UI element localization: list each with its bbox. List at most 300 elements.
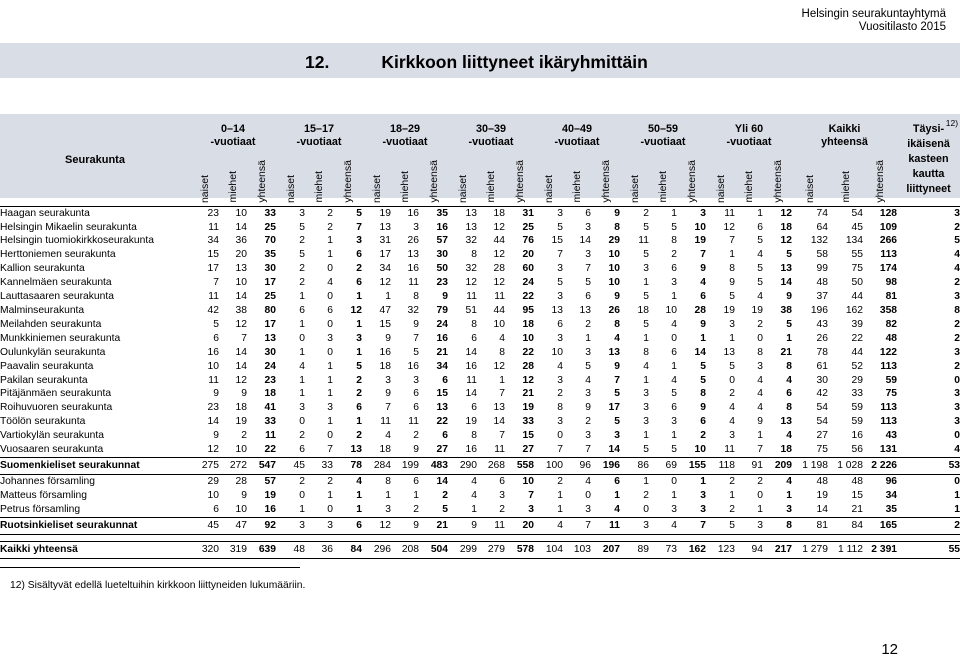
table-cell: 54 <box>816 402 828 414</box>
table-cell: 12 <box>190 443 219 457</box>
subtotal-row-finnish <box>0 457 960 474</box>
table-cell: 1 <box>757 430 763 442</box>
table-cell: 4 <box>954 249 960 261</box>
table-cell: 18 <box>763 443 792 457</box>
table-cell: 28 <box>694 304 706 316</box>
table-cell: 9 <box>448 517 477 534</box>
table-cell: 103 <box>563 541 591 558</box>
table-cell: 3 <box>757 360 763 372</box>
row-label: Helsingin tuomiokirkkoseurakunta <box>0 235 154 247</box>
table-cell: 18 <box>379 360 391 372</box>
last-col-label-line4: kautta <box>912 168 945 181</box>
table-cell: 0 <box>954 475 960 487</box>
column-group-header <box>534 114 620 158</box>
table-cell: 74 <box>792 206 828 220</box>
table-cell: 15 <box>379 318 391 330</box>
table-cell: 21 <box>436 346 448 358</box>
row-label: Pitäjänmäen seurakunta <box>0 388 112 400</box>
table-cell: 30 <box>264 263 276 275</box>
table-cell: 3 <box>954 402 960 414</box>
table-cell: 30 <box>816 374 828 386</box>
sub-label: yhteensä <box>874 160 887 203</box>
table-cell: 5 <box>585 277 591 289</box>
column-header-miehet <box>649 158 677 206</box>
table-cell: 91 <box>735 457 763 474</box>
table-cell: 23 <box>264 374 276 386</box>
table-cell: 2 <box>620 206 649 220</box>
table-cell: 9 <box>614 291 620 303</box>
table-cell: 9 <box>391 517 419 534</box>
column-header-yhteensä <box>333 158 362 206</box>
table-cell: 9 <box>442 291 448 303</box>
table-cell: 3 <box>362 503 391 517</box>
table-cell: 3 <box>299 402 305 414</box>
table-cell: 95 <box>522 304 534 316</box>
table-cell: 6 <box>700 416 706 428</box>
table-cell: 15 <box>851 489 863 501</box>
table-cell: 11 <box>591 517 620 534</box>
table-cell: 1 <box>413 489 419 501</box>
table-cell: 3 <box>557 332 563 344</box>
table-cell: 9 <box>591 206 620 220</box>
table-row <box>0 276 960 290</box>
row-label: Malminseurakunta <box>0 304 85 316</box>
sub-label: yhteensä <box>341 160 354 203</box>
column-header-naiset <box>792 158 828 206</box>
table-cell: 31 <box>379 235 391 247</box>
table-cell: 7 <box>356 221 362 233</box>
table-cell: 7 <box>677 517 706 534</box>
table-cell: 23 <box>436 277 448 289</box>
table-cell: 5 <box>356 360 362 372</box>
table-cell: 3 <box>356 235 362 247</box>
table-cell: 10 <box>219 443 247 457</box>
table-cell: 1 <box>735 206 763 220</box>
table-cell: 11 <box>408 277 419 289</box>
last-col-label-line5: liittyneet <box>906 183 951 196</box>
table-cell: 174 <box>879 263 898 275</box>
table-cell: 3 <box>620 517 649 534</box>
table-cell: 290 <box>448 457 477 474</box>
column-group-header <box>706 114 792 158</box>
table-cell: 21 <box>780 346 792 358</box>
table-cell: 162 <box>845 304 863 316</box>
table-cell: 1 <box>735 503 763 517</box>
table-cell: 0 <box>327 430 333 442</box>
sub-label: yhteensä <box>771 160 784 203</box>
table-cell: 4 <box>643 360 649 372</box>
table-row <box>0 221 960 235</box>
report-name: Vuositilasto 2015 <box>858 21 946 33</box>
table-row <box>0 474 960 488</box>
column-header-miehet <box>735 158 763 206</box>
table-cell: 1 <box>643 430 649 442</box>
table-cell: 21 <box>419 517 448 534</box>
table-cell: 4 <box>585 374 591 386</box>
table-cell: 11 <box>466 374 477 386</box>
table-cell: 5 <box>700 360 706 372</box>
table-cell: 4 <box>591 503 620 517</box>
table-cell: 11 <box>706 206 735 220</box>
table-cell: 33 <box>247 206 276 220</box>
table-row <box>0 429 960 443</box>
table-cell: 25 <box>522 221 534 233</box>
table-cell: 11 <box>477 517 505 534</box>
row-label: Munkkiniemen seurakunta <box>0 332 121 344</box>
table-cell: 10 <box>608 263 620 275</box>
table-cell: 44 <box>493 235 505 247</box>
table-cell: 13 <box>780 416 792 428</box>
table-cell: 1 <box>276 503 305 517</box>
table-cell: 1 <box>299 318 305 330</box>
table-cell: 17 <box>264 277 276 289</box>
table-cell: 3 <box>557 263 563 275</box>
table-cell: 1 279 <box>792 541 828 558</box>
table-cell: 1 <box>786 489 792 501</box>
table-cell: 12 <box>763 206 792 220</box>
column-header-miehet <box>477 158 505 206</box>
table-row <box>0 234 960 248</box>
table-cell: 1 <box>448 503 477 517</box>
group-label-line1: 0–14 <box>220 123 246 135</box>
table-cell: 37 <box>816 291 828 303</box>
table-cell: 2 <box>305 206 333 220</box>
table-cell: 15 <box>522 430 534 442</box>
table-cell: 5 <box>643 291 649 303</box>
row-label: Suomenkieliset seurakunnat <box>0 457 190 474</box>
table-cell: 8 <box>954 304 960 316</box>
table-cell: 2 <box>954 277 960 289</box>
table-cell: 104 <box>534 541 563 558</box>
table-cell: 19 <box>235 416 247 428</box>
table-cell: 0 <box>671 332 677 344</box>
column-header-naiset <box>620 158 649 206</box>
table-cell: 17 <box>379 249 391 261</box>
table-cell: 6 <box>356 402 362 414</box>
table-cell: 2 <box>299 235 305 247</box>
table-cell: 6 <box>585 291 591 303</box>
table-cell: 8 <box>614 318 620 330</box>
table-cell: 34 <box>207 235 219 247</box>
table-cell: 1 <box>643 332 649 344</box>
table-cell: 4 <box>534 517 563 534</box>
table-cell: 2 <box>327 475 333 487</box>
table-cell: 5 <box>671 221 677 233</box>
table-cell: 8 <box>643 346 649 358</box>
table-cell: 1 <box>327 416 333 428</box>
table-cell: 2 <box>643 489 649 501</box>
table-cell: 7 <box>563 443 591 457</box>
row-label: Petrus församling <box>0 503 190 517</box>
table-cell: 8 <box>413 291 419 303</box>
sub-label: yhteensä <box>599 160 612 203</box>
table-row <box>0 360 960 374</box>
table-cell: 48 <box>885 332 898 344</box>
table-cell: 10 <box>551 346 563 358</box>
table-cell: 6 <box>442 374 448 386</box>
table-cell: 4 <box>649 517 677 534</box>
table-cell: 3 <box>954 416 960 428</box>
last-col-label-line1: Täysi- <box>912 123 945 136</box>
table-cell: 279 <box>477 541 505 558</box>
table-cell: 8 <box>763 517 792 534</box>
table-cell: 0 <box>620 503 649 517</box>
column-group-header <box>276 114 362 158</box>
column-header-naiset <box>706 158 735 206</box>
table-cell: 11 <box>706 443 735 457</box>
table-cell: 2 <box>356 430 362 442</box>
table-cell: 207 <box>591 541 620 558</box>
table-cell: 48 <box>816 277 828 289</box>
table-cell: 14 <box>694 346 706 358</box>
table-cell: 13 <box>780 263 792 275</box>
table-cell: 19 <box>816 489 828 501</box>
table-cell: 578 <box>505 541 534 558</box>
subtotal-row-swedish <box>0 517 960 534</box>
sub-label: naiset <box>456 174 469 203</box>
table-cell: 9 <box>241 388 247 400</box>
table-cell: 10 <box>493 318 505 330</box>
table-cell: 5 <box>557 221 563 233</box>
table-cell: 11 <box>638 235 649 247</box>
table-cell: 2 <box>327 221 333 233</box>
table-cell: 19 <box>264 489 276 501</box>
table-cell: 78 <box>816 346 828 358</box>
table-cell: 2 <box>299 263 305 275</box>
table-cell: 2 <box>442 489 448 501</box>
table-cell: 13 <box>264 332 276 344</box>
table-cell: 2 <box>757 318 763 330</box>
table-cell: 26 <box>816 332 828 344</box>
column-header-miehet <box>563 158 591 206</box>
table-cell: 547 <box>247 457 276 474</box>
table-cell: 80 <box>264 304 276 316</box>
table-cell: 22 <box>436 416 448 428</box>
table-cell: 3 <box>763 503 792 517</box>
table-cell: 42 <box>207 304 219 316</box>
table-cell: 5 <box>643 318 649 330</box>
table-cell: 13 <box>407 249 419 261</box>
table-cell: 3 <box>557 416 563 428</box>
table-cell: 14 <box>235 221 247 233</box>
table-cell: 6 <box>700 291 706 303</box>
table-cell: 2 <box>557 388 563 400</box>
table-cell: 2 <box>700 430 706 442</box>
table-cell: 7 <box>614 374 620 386</box>
table-cell: 7 <box>413 332 419 344</box>
table-cell: 18 <box>522 318 534 330</box>
table-cell: 3 <box>897 206 960 220</box>
table-cell: 3 <box>954 346 960 358</box>
table-cell: 12 <box>379 277 391 289</box>
table-cell: 6 <box>356 277 362 289</box>
column-header-taysi-ikaisena <box>897 114 960 206</box>
table-cell: 7 <box>499 430 505 442</box>
table-cell: 3 <box>557 291 563 303</box>
row-label: Matteus församling <box>0 489 87 501</box>
table-cell: 16 <box>465 360 477 372</box>
table-cell: 4 <box>757 374 763 386</box>
row-label: Helsingin Mikaelin seurakunta <box>0 221 137 233</box>
sub-label: yhteensä <box>685 160 698 203</box>
table-cell: 4 <box>356 475 362 487</box>
table-cell: 9 <box>786 291 792 303</box>
table-cell: 196 <box>591 457 620 474</box>
table-cell: 10 <box>608 277 620 289</box>
table-cell: 19 <box>723 304 735 316</box>
sub-label: miehet <box>399 171 411 203</box>
table-cell: 7 <box>534 443 563 457</box>
table-cell: 2 <box>671 249 677 261</box>
sub-label: miehet <box>839 171 852 203</box>
table-cell: 12 <box>465 277 477 289</box>
column-header-miehet <box>391 158 419 206</box>
table-cell: 18 <box>235 402 247 414</box>
table-cell: 3 <box>413 374 419 386</box>
table-cell: 22 <box>247 443 276 457</box>
column-header-yhteensä <box>591 158 620 206</box>
table-cell: 2 <box>706 503 735 517</box>
table-cell: 12 <box>780 235 792 247</box>
table-cell: 109 <box>879 221 898 233</box>
table-cell: 33 <box>305 457 333 474</box>
table-cell: 1 <box>671 360 677 372</box>
table-cell: 199 <box>391 457 419 474</box>
table-cell: 44 <box>493 304 505 316</box>
table-cell: 1 <box>614 489 620 501</box>
table-cell: 1 <box>327 489 333 501</box>
table-cell: 1 <box>299 388 305 400</box>
table-cell: 123 <box>706 541 735 558</box>
table-cell: 76 <box>522 235 534 247</box>
table-cell: 3 <box>327 402 333 414</box>
table-cell: 1 <box>385 291 391 303</box>
table-cell: 299 <box>448 541 477 558</box>
table-cell: 6 <box>499 475 505 487</box>
row-label: Paavalin seurakunta <box>0 360 94 372</box>
table-cell: 2 <box>585 318 591 330</box>
table-cell: 6 <box>413 402 419 414</box>
table-cell: 16 <box>391 206 419 220</box>
table-cell: 3 <box>643 263 649 275</box>
table-cell: 81 <box>885 291 898 303</box>
table-cell: 10 <box>207 360 219 372</box>
column-group-header <box>362 114 448 158</box>
table-cell: 113 <box>880 402 898 414</box>
table-cell: 2 <box>585 416 591 428</box>
footnote: 12) Sisältyvät edellä lueteltuihin kirkkoon liittyneiden lukumääriin. <box>10 580 306 591</box>
column-header-naiset <box>362 158 391 206</box>
sub-label: miehet <box>657 171 669 203</box>
table-cell: 3 <box>276 206 305 220</box>
row-label: Ruotsinkieliset seurakunnat <box>0 517 190 534</box>
sub-label: naiset <box>284 174 297 203</box>
table-cell: 7 <box>735 443 763 457</box>
table-cell: 29 <box>207 475 219 487</box>
table-cell: 73 <box>649 541 677 558</box>
table-cell: 32 <box>407 304 419 316</box>
table-cell: 19 <box>751 304 763 316</box>
table-cell: 10 <box>608 249 620 261</box>
row-label: Vuosaaren seurakunta <box>0 443 190 457</box>
sub-label: yhteensä <box>255 160 268 203</box>
table-cell: 36 <box>305 541 333 558</box>
table-cell: 0 <box>729 374 735 386</box>
table-cell: 4 <box>786 475 792 487</box>
table-cell: 14 <box>207 416 219 428</box>
table-cell: 11 <box>380 416 391 428</box>
table-cell: 3 <box>385 374 391 386</box>
table-cell: 8 <box>471 249 477 261</box>
table-cell: 1 <box>299 291 305 303</box>
table-cell: 44 <box>851 346 863 358</box>
table-cell: 18 <box>264 388 276 400</box>
group-label-line2: -vuotiaat <box>554 136 600 148</box>
row-label: Kaikki yhteensä <box>0 541 190 558</box>
table-cell: 27 <box>505 443 534 457</box>
table-cell: 2 <box>299 475 305 487</box>
row-label: Lauttasaaren seurakunta <box>0 291 114 303</box>
table-cell: 92 <box>247 517 276 534</box>
group-label-line1: 18–29 <box>389 123 421 135</box>
table-cell: 1 112 <box>828 541 863 558</box>
table-cell: 5 <box>700 374 706 386</box>
table-cell: 1 <box>643 475 649 487</box>
table-cell: 1 <box>333 503 362 517</box>
group-label-line2: -vuotiaat <box>296 136 342 148</box>
table-cell: 4 <box>757 402 763 414</box>
table-cell: 35 <box>264 249 276 261</box>
table-cell: 558 <box>505 457 534 474</box>
table-cell: 27 <box>419 443 448 457</box>
table-cell: 6 <box>442 430 448 442</box>
table-cell: 0 <box>954 430 960 442</box>
table-cell: 2 <box>413 430 419 442</box>
column-header-naiset <box>190 158 219 206</box>
table-cell: 12 <box>522 374 534 386</box>
table-cell: 1 <box>356 489 362 501</box>
table-cell: 47 <box>219 517 247 534</box>
table-cell: 16 <box>851 430 863 442</box>
table-cell: 272 <box>219 457 247 474</box>
table-cell: 69 <box>649 457 677 474</box>
table-cell: 64 <box>816 221 828 233</box>
table-cell: 208 <box>391 541 419 558</box>
sub-label: yhteensä <box>427 160 440 203</box>
table-cell: 45 <box>190 517 219 534</box>
table-cell: 11 <box>477 443 505 457</box>
table-cell: 504 <box>419 541 448 558</box>
table-cell: 9 <box>614 360 620 372</box>
group-label-line2: -vuotiaat <box>210 136 256 148</box>
table-cell: 6 <box>671 402 677 414</box>
table-cell: 9 <box>700 318 706 330</box>
table-cell: 3 <box>643 402 649 414</box>
table-cell: 16 <box>407 263 419 275</box>
table-cell: 3 <box>643 416 649 428</box>
row-label: Pakilan seurakunta <box>0 374 88 386</box>
table-cell: 8 <box>471 318 477 330</box>
table-cell: 10 <box>219 206 247 220</box>
table-row <box>0 290 960 304</box>
table-cell: 30 <box>264 346 276 358</box>
table-cell: 38 <box>780 304 792 316</box>
table-cell: 17 <box>608 402 620 414</box>
table-cell: 4 <box>757 291 763 303</box>
table-cell: 4 <box>385 430 391 442</box>
table-cell: 20 <box>505 517 534 534</box>
table-cell: 5 <box>299 249 305 261</box>
